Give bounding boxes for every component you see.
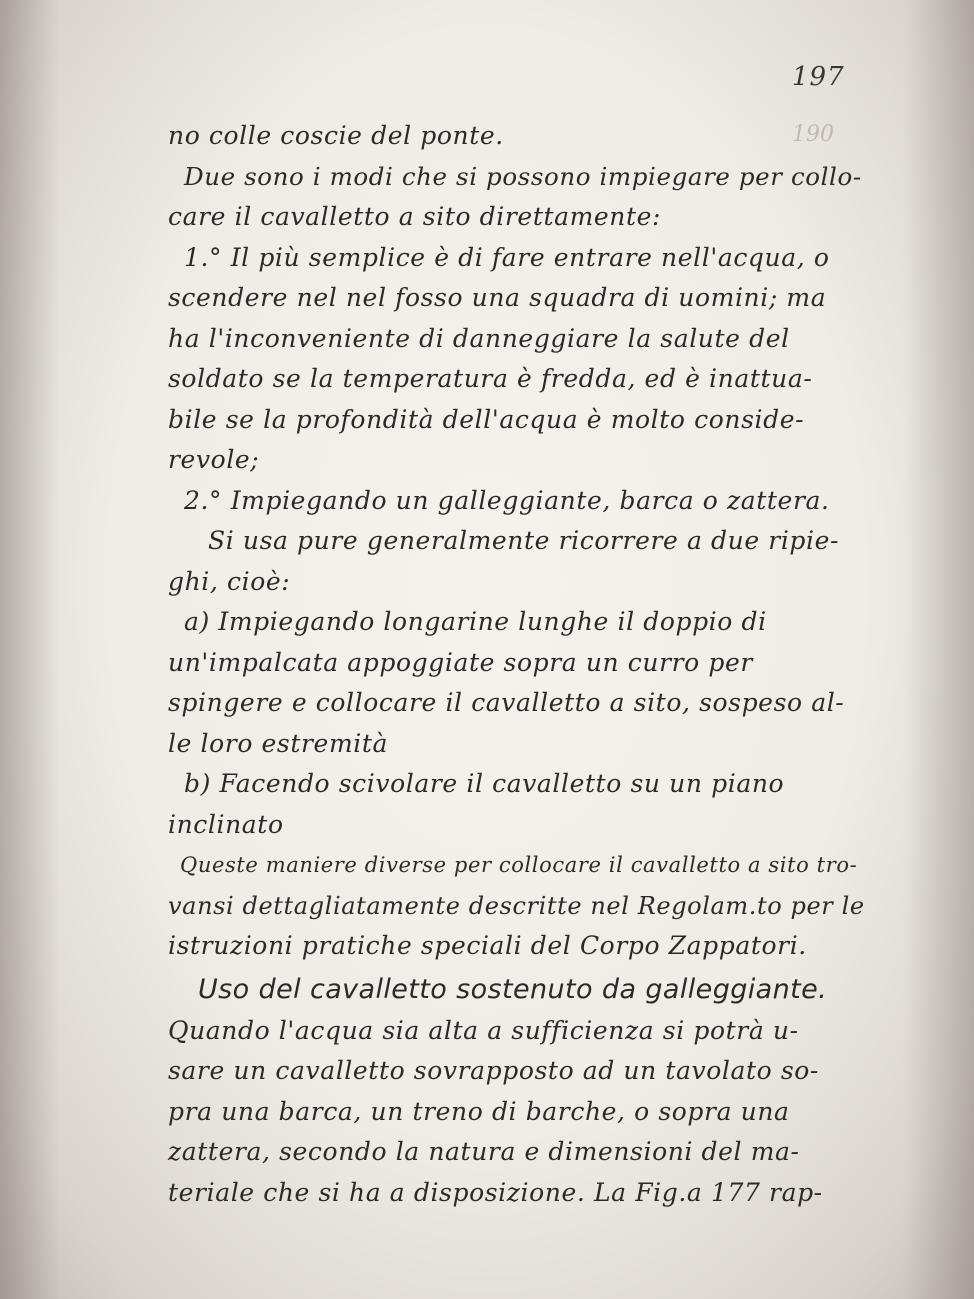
handwritten-text-block <box>168 116 868 1213</box>
text-line: revole; <box>168 445 260 474</box>
text-line: vansi dettagliatamente descritte nel Regolam.to per le <box>168 891 865 920</box>
text-line: Quando l'acqua sia alta a sufficienza si potrà u- <box>168 1015 799 1045</box>
bleed-through-page-number: 190 <box>792 122 834 147</box>
page-number: 197 <box>792 62 845 92</box>
text-line: care il cavalletto a sito direttamente: <box>168 202 662 231</box>
section-heading: Uso del cavalletto sostenuto da galleggiante. <box>198 973 828 1005</box>
page-edge-shadow-left <box>0 0 60 1299</box>
text-line: pra una barca, un treno di barche, o sopra una <box>168 1096 790 1126</box>
text-line: ha l'inconveniente di danneggiare la salute del <box>168 323 790 353</box>
text-line: teriale che si ha a disposizione. La Fig.a 177 rap- <box>168 1177 823 1207</box>
text-line: spingere e collocare il cavalletto a sito, sospeso al- <box>168 688 845 717</box>
text-line: Due sono i modi che si possono impiegare per collo- <box>184 161 862 191</box>
text-line: Si usa pure generalmente ricorrere a due ripie- <box>208 526 840 555</box>
text-line: bile se la profondità dell'acqua è molto conside- <box>168 404 805 434</box>
text-line: istruzioni pratiche speciali del Corpo Zappatori. <box>168 931 807 960</box>
text-line: sare un cavalletto sovrapposto ad un tavolato so- <box>168 1056 819 1085</box>
text-line: soldato se la temperatura è fredda, ed è inattua- <box>168 364 813 393</box>
text-line: inclinato <box>168 809 284 839</box>
text-line: le loro estremità <box>168 728 389 758</box>
text-line: a) Impiegando longarine lunghe il doppio di <box>184 607 767 636</box>
text-line: un'impalcata appoggiate sopra un curro per <box>168 647 753 677</box>
text-line: ghi, cioè: <box>168 566 291 596</box>
text-line: no colle coscie del ponte. <box>168 121 504 150</box>
page-edge-shadow-right <box>904 0 974 1299</box>
text-line: Queste maniere diverse per collocare il cavalletto a sito tro- <box>180 853 858 877</box>
text-line: scendere nel nel fosso una squadra di uomini; ma <box>168 283 827 312</box>
text-line: 2.° Impiegando un galleggiante, barca o zattera. <box>184 485 830 515</box>
text-line: 1.° Il più semplice è di fare entrare nell'acqua, o <box>184 242 830 272</box>
text-line: zattera, secondo la natura e dimensioni del ma- <box>168 1137 800 1166</box>
text-line: b) Facendo scivolare il cavalletto su un piano <box>184 769 785 798</box>
